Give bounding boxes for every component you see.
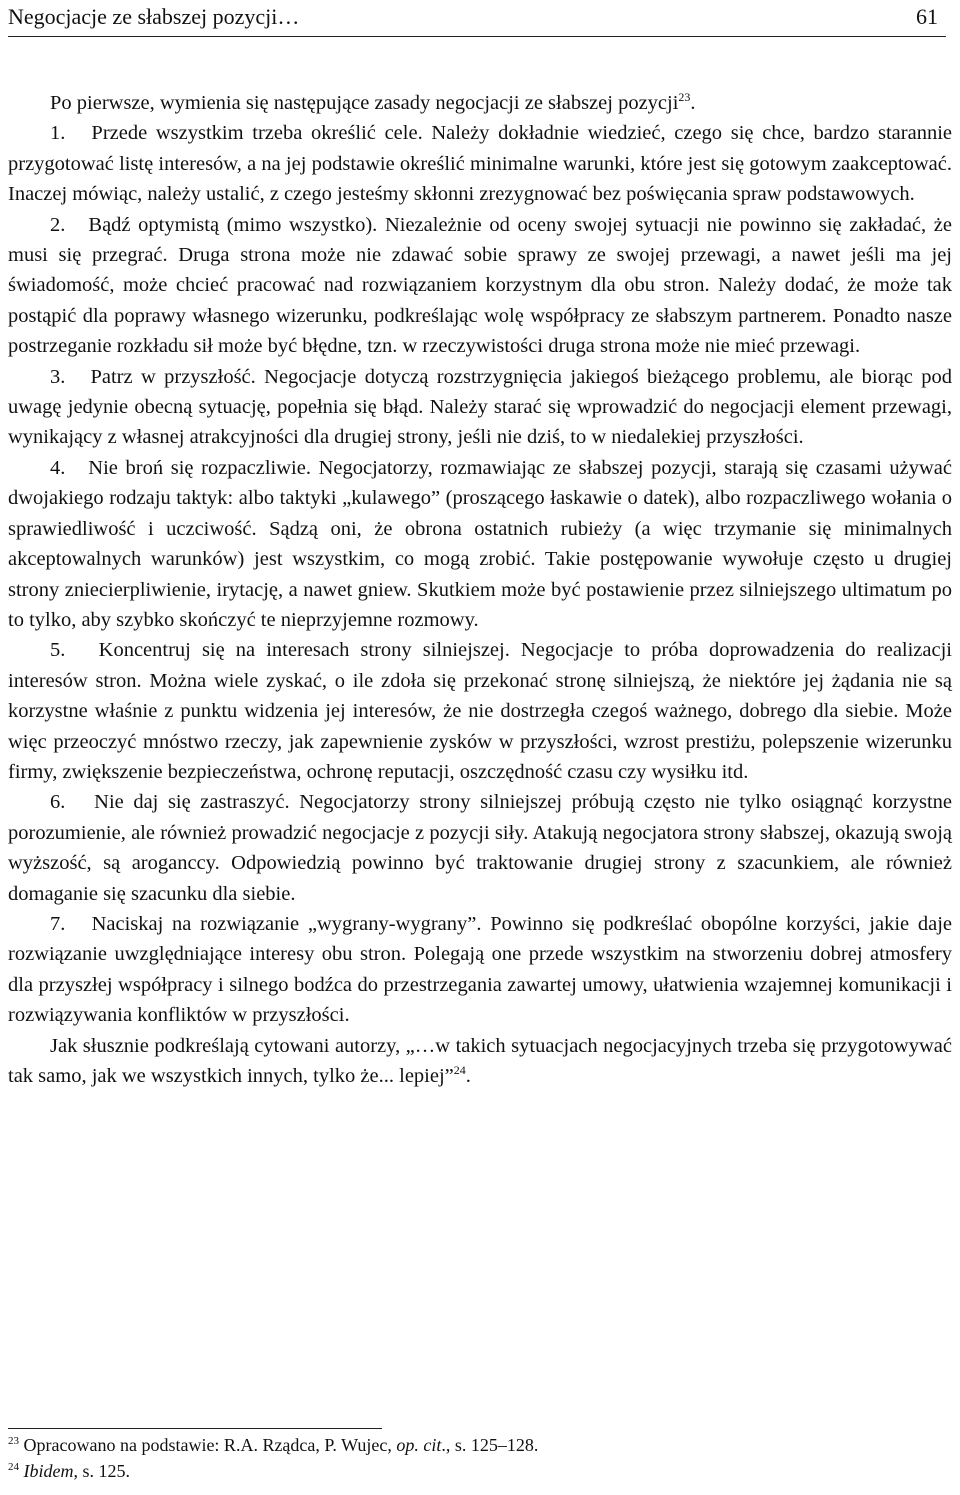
footnote-italic: op. cit [396,1435,442,1455]
footnote-text-end: ., s. 125–128. [441,1435,539,1455]
principle-text: Naciskaj na rozwiązanie „wygrany-wygrany”. Powinno się podkreślać obopólne korzyści, jakie daje rozwiązanie uwzględniające interesy obu stron. Polegają one przede wszystkim na stworzeniu dobrej atmosfery dla przyszłej współpracy i silnego bodźca do przestrzegania zawartej umowy, ułatwienia wzajemnej komunikacji i rozwiązywania konfliktów w przyszłości. [8,912,952,1027]
intro-text: Po pierwsze, wymienia się następujące zasady negocjacji ze słabszej pozycji [50,92,679,114]
footnote-ref-23: 23 [678,90,691,105]
footnote-number: 24 [8,1461,19,1473]
principle-number: 7. [50,912,66,935]
running-header [8,0,946,37]
running-title: Negocjacje ze słabszej pozycji… [8,4,300,29]
principle-text: Bądź optymistą (mimo wszystko). Niezależnie od oceny swojej sytuacji nie powinno się zakładać, że musi się przegrać. Druga strona może nie zdawać sobie sprawy ze swojej przewagi, a nawet jeśli ma jej świadomość, może chcieć pracować nad rozwiązaniem korzystnym dla obu stron. Należy dodać, że może tak postąpić dla poprawy własnego wizerunku, podkreślając wolę współpracy ze słabszym partnerem. Ponadto nasze postrzeganie rozkładu sił może być błędne, tzn. w rzeczywistości druga strona może nie mieć przewagi. [8,213,953,358]
footnote-24 [8,1458,952,1484]
closing-text: Jak słusznie podkreślają cytowani autorzy, „…w takich sytuacjach negocjacyjnych trzeba się przygotowywać tak samo, jak we wszystkich innych, tylko że... lepiej” [8,1034,952,1087]
principle-paragraph-2 [8,210,952,362]
body-text [8,88,952,1091]
principle-text: Koncentruj się na interesach strony silniejszej. Negocjacje to próba doprowadzenia do realizacji interesów stron. Można wiele zyskać, o ile zdoła się przekonać stronę silniejszą, że niektóre jej żądania nie są korzystne właśnie z punktu widzenia jej interesów, że nie dostrzegła czegoś ważnego, dobrego dla siebie. Może więc przeoczyć mnóstwo rzeczy, jak zapewnienie zysków w przyszłości, wzrost prestiżu, polepszenie wizerunku firmy, zwiększenie bezpieczeństwa, ochronę reputacji, oszczędność czasu czy wysiłku itd. [8,639,952,783]
footnote-number: 23 [8,1435,19,1447]
footnotes [8,1432,952,1484]
footnote-text-end: , s. 125. [73,1461,130,1481]
principle-number: 6. [50,791,66,814]
principle-text: Patrz w przyszłość. Negocjacje dotyczą rozstrzygnięcia jakiegoś bieżącego problemu, ale biorąc pod uwagę jedynie obecną sytuację, popełnia się błąd. Należy starać się wprowadzić do negocjacji element przewagi, wynikający z własnej atrakcyjności dla drugiej strony, jeśli nie dziś, to w niedalekiej przyszłości. [8,365,953,449]
footnote-italic: Ibidem [23,1461,74,1481]
principle-paragraph-6 [8,787,952,909]
principle-text: Przede wszystkim trzeba określić cele. Należy dokładnie wiedzieć, czego się chce, bardzo starannie przygotować listę interesów, a na jej podstawie określić minimalne warunki, które jest się gotowym zaakceptować. Inaczej mówiąc, należy ustalić, z czego jesteśmy skłonni zrezygnować bez poświęcania spraw podstawowych. [8,122,952,206]
closing-end: . [465,1065,471,1087]
footnote-ref-24: 24 [453,1063,466,1078]
principle-number: 1. [50,122,66,145]
footnote-text: Opracowano na podstawie: R.A. Rządca, P. Wujec, [23,1435,397,1455]
closing-paragraph [8,1031,952,1092]
principle-text: Nie broń się rozpaczliwie. Negocjatorzy, rozmawiając ze słabszej pozycji, starają się czasami używać dwojakiego rodzaju taktyk: albo taktyki „kulawego” (proszącego łaskawie o datek), albo rozpaczliwego wołania o sprawiedliwość i uczciwość. Sądzą oni, że obrona ostatnich rubieży (a więc trzymanie się minimalnych akceptowalnych warunków) jest wszystkim, co mogą zrobić. Takie postępowanie wywołuje często u drugiej strony zniecierpliwienie, irytację, a nawet gniew. Skutkiem może być postawienie przez silniejszego ultimatum po to tylko, aby szybko skończyć te nieprzyjemne rozmowy. [8,456,952,631]
page-number: 61 [916,4,938,29]
intro-paragraph [8,88,952,118]
footnote-separator [8,1428,382,1429]
footnote-23 [8,1432,952,1458]
principle-number: 2. [50,213,66,236]
principle-paragraph-7 [8,909,952,1031]
principle-paragraph-3 [8,362,952,453]
principle-text: Nie daj się zastraszyć. Negocjatorzy strony silniejszej próbują często nie tylko osiągnąć korzystne porozumienie, ale również prowadzić negocjacje z pozycji siły. Atakują negocjatora strony słabszej, okazują swoją wyższość, są aroganccy. Odpowiedzią powinno być traktowanie drugiej strony z szacunkiem, ale również domaganie się szacunku dla siebie. [8,791,953,905]
principle-number: 3. [50,365,66,388]
principle-number: 4. [50,456,66,479]
intro-end: . [690,92,696,114]
principle-paragraph-5 [8,635,952,787]
principle-number: 5. [50,639,66,662]
principle-paragraph-4 [8,453,952,635]
principle-paragraph-1 [8,118,952,209]
